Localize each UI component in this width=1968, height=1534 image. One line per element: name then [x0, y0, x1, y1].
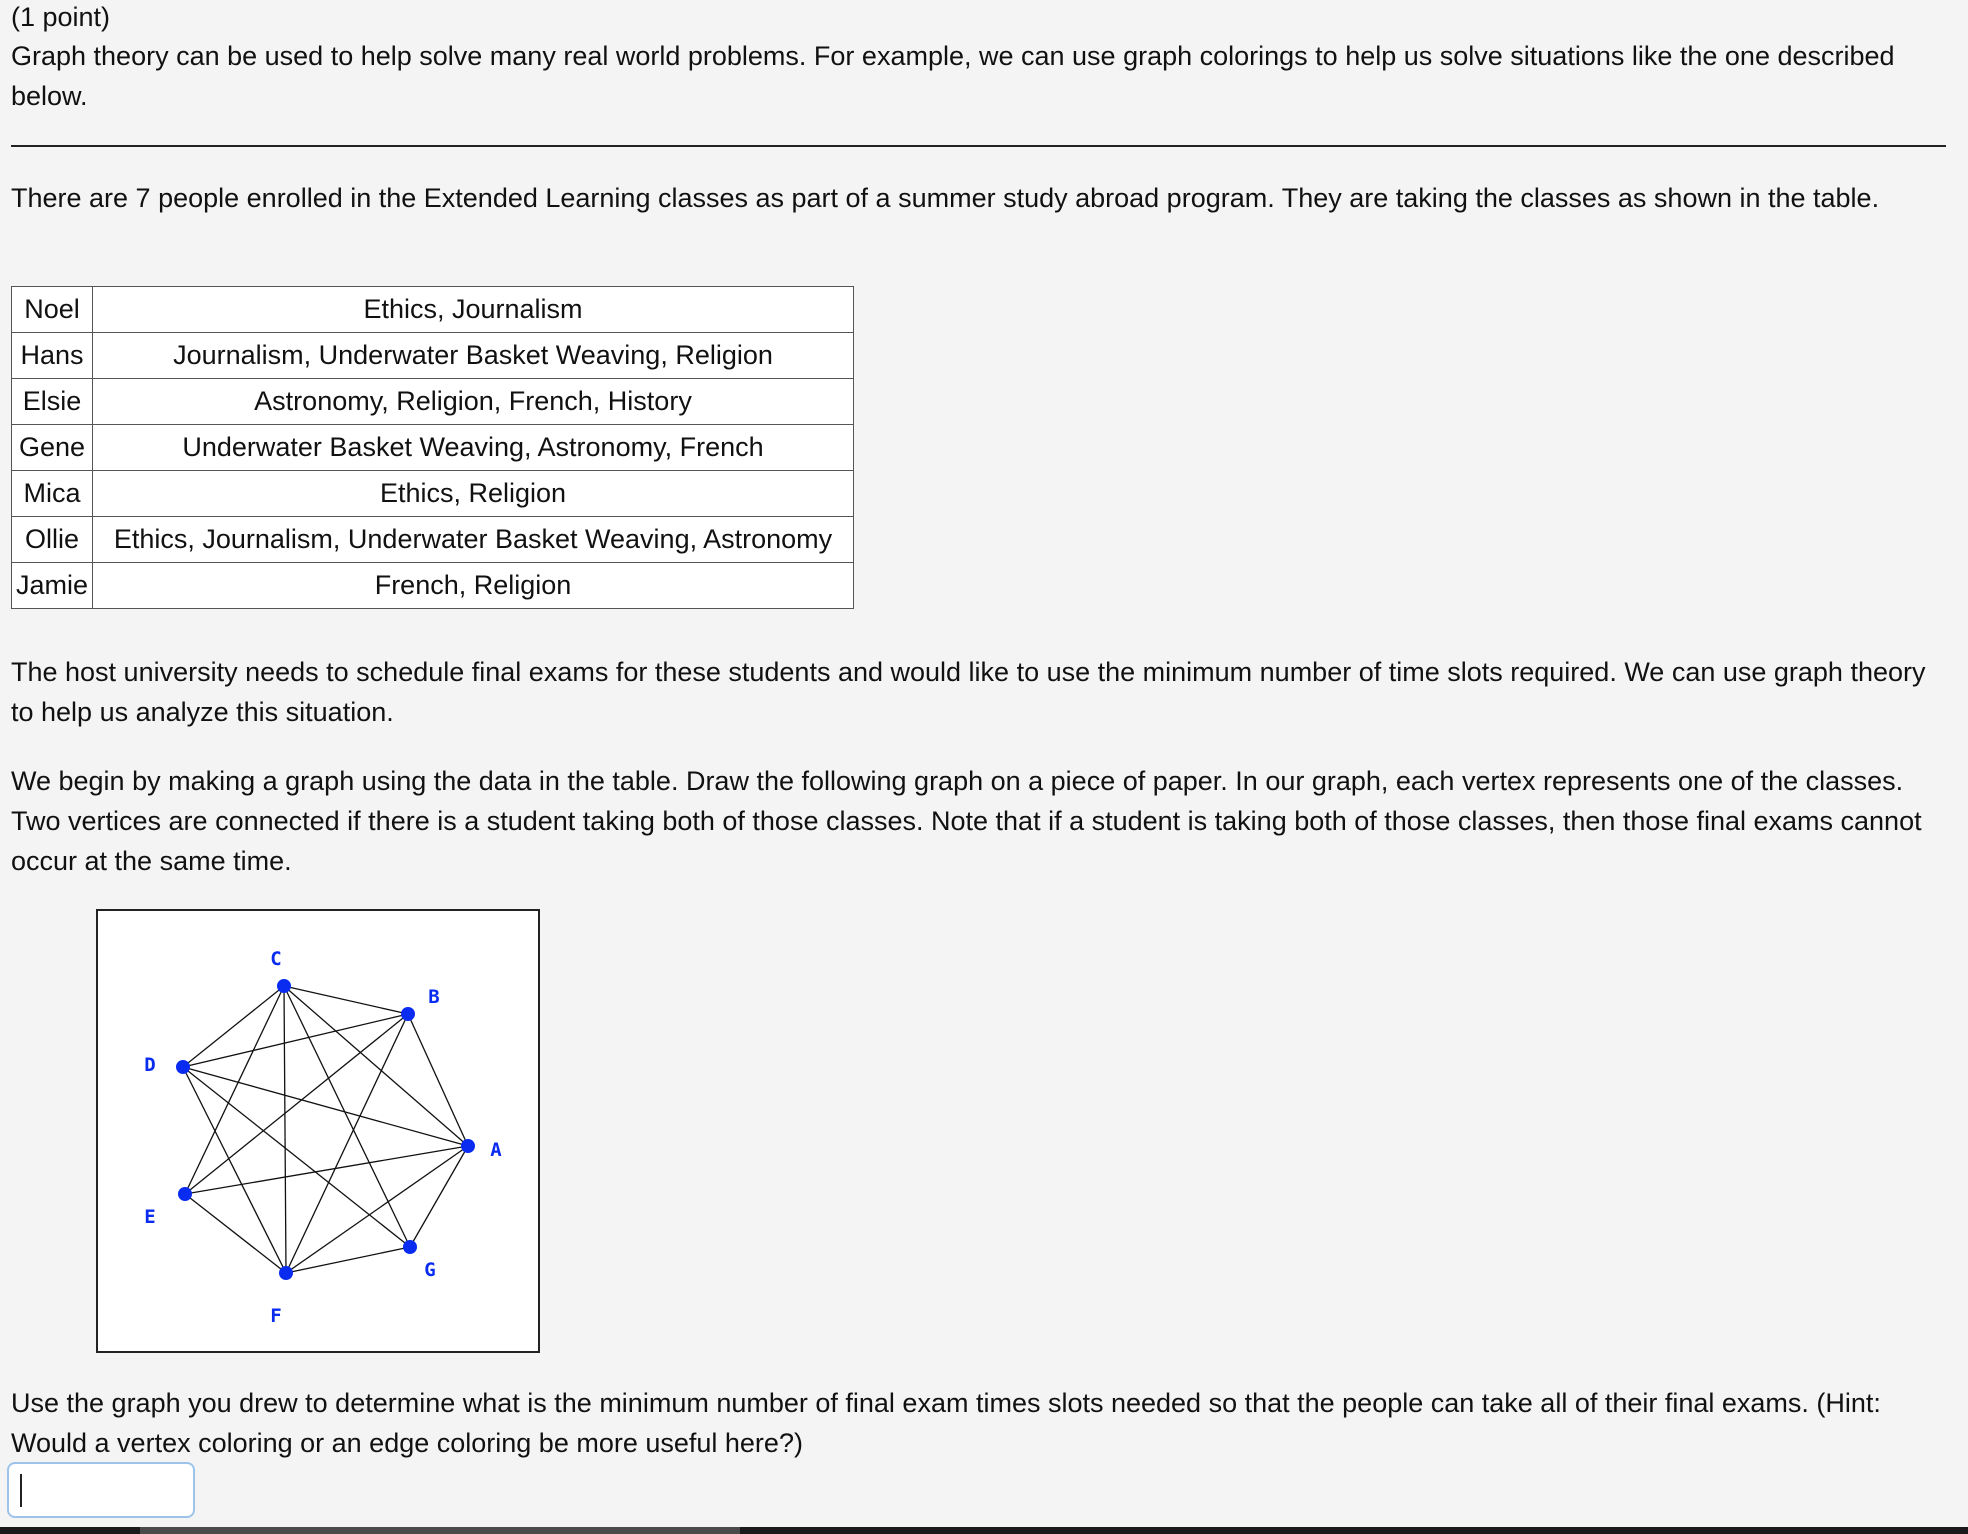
enrollment-text: There are 7 people enrolled in the Extended Learning classes as part of a summer study abroad program. They are taking the classes as shown in the table. — [11, 183, 1880, 213]
student-classes: Ethics, Journalism, Underwater Basket Weaving, Astronomy — [93, 517, 854, 563]
vertex-label-D: D — [144, 1054, 156, 1076]
vertex-label-F: F — [270, 1305, 282, 1327]
student-classes: French, Religion — [93, 563, 854, 609]
edge-C-G — [284, 986, 410, 1247]
student-name: Jamie — [12, 563, 93, 609]
vertex-G — [403, 1240, 417, 1254]
answer-input[interactable] — [7, 1462, 195, 1518]
table-row — [12, 379, 854, 425]
bottom-bar-highlight — [140, 1527, 740, 1534]
vertex-D — [176, 1060, 190, 1074]
edge-D-A — [183, 1067, 468, 1146]
host-text: The host university needs to schedule final exams for these students and would like to use the minimum number of time slots required. We can use graph theory to help us analyze this situation. — [11, 657, 1926, 727]
edge-B-A — [408, 1014, 468, 1146]
vertex-E — [178, 1187, 192, 1201]
student-name: Ollie — [12, 517, 93, 563]
table-row — [12, 563, 854, 609]
table-row — [12, 517, 854, 563]
class-schedule-table — [11, 286, 854, 609]
vertex-label-A: A — [490, 1139, 502, 1161]
edge-E-F — [185, 1194, 286, 1273]
graph-vertex-labels — [144, 948, 502, 1327]
class-graph — [98, 911, 538, 1351]
edge-C-E — [185, 986, 284, 1194]
student-name: Mica — [12, 471, 93, 517]
table-row — [12, 425, 854, 471]
vertex-label-C: C — [270, 948, 282, 970]
student-name: Elsie — [12, 379, 93, 425]
graph-instructions-text: We begin by making a graph using the data in the table. Draw the following graph on a piece of paper. In our graph, each vertex represents one of the classes. Two vertices are connected if there is a student taking both of those classes. Note that if a student is taking both of those classes, then those final exams cannot occur at the same time. — [11, 766, 1922, 876]
graph-edges — [183, 986, 468, 1273]
divider — [11, 145, 1946, 147]
student-classes: Underwater Basket Weaving, Astronomy, French — [93, 425, 854, 471]
edge-C-F — [284, 986, 286, 1273]
edge-B-E — [185, 1014, 408, 1194]
class-graph-figure — [96, 909, 540, 1353]
edge-A-G — [410, 1146, 468, 1247]
edge-C-A — [284, 986, 468, 1146]
vertex-B — [401, 1007, 415, 1021]
table-row — [12, 333, 854, 379]
edge-B-F — [286, 1014, 408, 1273]
table-row — [12, 471, 854, 517]
edge-C-B — [284, 986, 408, 1014]
point-value: (1 point) — [11, 2, 111, 32]
intro-text: Graph theory can be used to help solve many real world problems. For example, we can use graph colorings to help us solve situations like the one described below. — [11, 41, 1895, 111]
question-text: Use the graph you drew to determine what is the minimum number of final exam times slots needed so that the people can take all of their final exams. (Hint: Would a vertex coloring or an edge coloring be more useful here?) — [11, 1388, 1881, 1458]
student-classes: Ethics, Journalism — [93, 287, 854, 333]
student-classes: Journalism, Underwater Basket Weaving, Religion — [93, 333, 854, 379]
vertex-label-B: B — [428, 986, 440, 1008]
graph-vertices — [176, 979, 475, 1280]
student-classes: Ethics, Religion — [93, 471, 854, 517]
student-name: Noel — [12, 287, 93, 333]
vertex-C — [277, 979, 291, 993]
vertex-A — [461, 1139, 475, 1153]
student-name: Hans — [12, 333, 93, 379]
vertex-label-E: E — [144, 1206, 156, 1228]
table-row — [12, 287, 854, 333]
student-classes: Astronomy, Religion, French, History — [93, 379, 854, 425]
vertex-label-G: G — [424, 1259, 436, 1281]
vertex-F — [279, 1266, 293, 1280]
edge-D-G — [183, 1067, 410, 1247]
student-name: Gene — [12, 425, 93, 471]
edge-D-F — [183, 1067, 286, 1273]
text-cursor — [20, 1474, 22, 1507]
